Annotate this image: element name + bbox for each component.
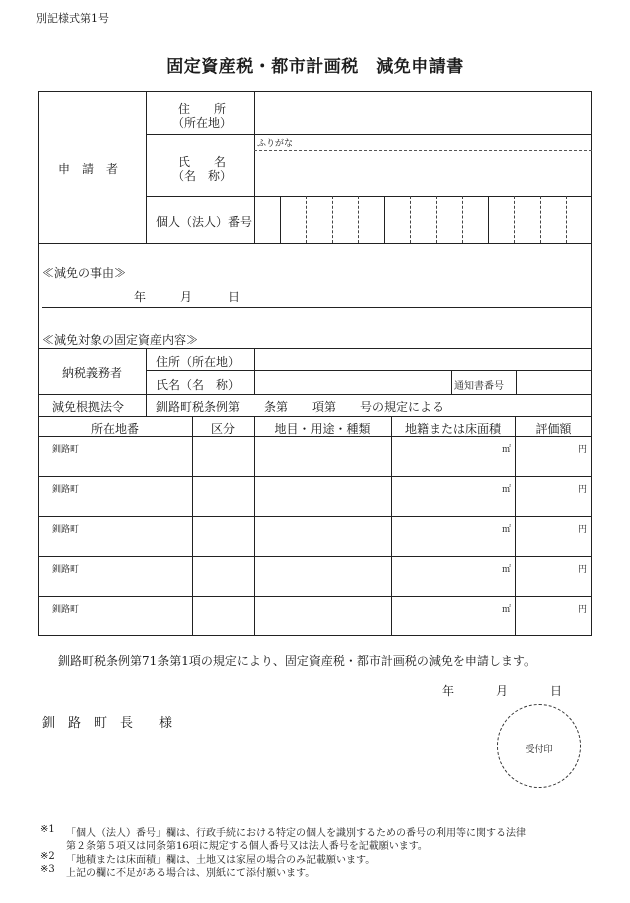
furigana-field[interactable]	[255, 135, 591, 150]
col-header-land-use: 地目・用途・種類	[274, 422, 371, 436]
row-value-unit: 円	[578, 565, 588, 575]
col-header-location: 所在地番	[90, 422, 139, 436]
taxpayer-label: 納税義務者	[62, 366, 123, 380]
address-label: 住 所	[178, 102, 227, 116]
note-2-text: 「地積または床面積」欄は、土地又は家屋の場合のみ記載願います。	[66, 855, 376, 866]
row-value-unit: 円	[578, 445, 588, 455]
note-1-text-cont: 第２条第５項又は同条第16項に規定する個人番号又は法人番号を記載願います。	[66, 841, 428, 852]
taxpayer-name-field[interactable]	[255, 371, 450, 394]
legal-basis-label: 減免根拠法令	[52, 400, 125, 414]
declaration-date-year: 年	[442, 684, 455, 698]
row-area-unit: ㎡	[502, 485, 512, 495]
notice-number-label: 通知書番号	[454, 381, 504, 392]
note-2-mark: ※2	[40, 851, 55, 862]
taxpayer-address-field[interactable]	[255, 349, 591, 370]
furigana-label: ふりがな	[257, 139, 294, 149]
reason-heading: ≪減免の事由≫	[42, 266, 127, 280]
col-header-category: 区分	[210, 422, 235, 436]
taxpayer-address-label: 住所（所在地）	[156, 355, 241, 369]
note-3-mark: ※3	[40, 864, 55, 875]
row-area-unit: ㎡	[502, 565, 512, 575]
note-1-mark: ※1	[40, 824, 55, 835]
row-value-unit: 円	[578, 485, 588, 495]
taxpayer-name-label: 氏名（名 称）	[156, 378, 241, 392]
row-value-unit: 円	[578, 525, 588, 535]
row-area-unit: ㎡	[502, 525, 512, 535]
reception-stamp-label: 受付印	[525, 745, 553, 755]
row-location: 釧路町	[52, 605, 80, 615]
row-location: 釧路町	[52, 565, 80, 575]
declaration-date-day: 日	[550, 684, 563, 698]
row-location: 釧路町	[52, 445, 80, 455]
row-location: 釧路町	[52, 485, 80, 495]
col-header-value: 評価額	[535, 422, 572, 436]
row-location: 釧路町	[52, 525, 80, 535]
address-field[interactable]	[255, 92, 591, 134]
name-label: 氏 名	[178, 155, 227, 169]
reason-date-day: 日	[228, 290, 241, 304]
legal-basis-text: 釧路町税条例第 条第 項第 号の規定による	[156, 400, 445, 414]
reason-field[interactable]	[44, 282, 590, 306]
individual-number-label: 個人（法人）番号	[156, 215, 253, 229]
notice-number-field[interactable]	[517, 371, 591, 394]
row-area-unit: ㎡	[502, 445, 512, 455]
declaration-date-month: 月	[496, 684, 509, 698]
row-area-unit: ㎡	[502, 605, 512, 615]
property-heading: ≪減免対象の固定資産内容≫	[42, 333, 199, 347]
page-title: 固定資産税・都市計画税 減免申請書	[166, 57, 464, 77]
note-3-text: 上記の欄に不足がある場合は、別紙にて添付願います。	[66, 868, 316, 879]
col-header-area: 地籍または床面積	[404, 422, 501, 436]
reason-date-year: 年	[134, 290, 147, 304]
name-field[interactable]	[255, 151, 591, 196]
reason-date-month: 月	[180, 290, 193, 304]
address-sublabel: （所在地）	[172, 116, 233, 130]
applicant-section-label: 申 請 者	[58, 162, 119, 176]
row-value-unit: 円	[578, 605, 588, 615]
form-number-label: 別記様式第1号	[36, 12, 109, 25]
name-sublabel: （名 称）	[172, 169, 233, 183]
declaration-text: 釧路町税条例第71条第1項の規定により、固定資産税・都市計画税の減免を申請します。	[58, 654, 536, 668]
addressee: 釧 路 町 長 様	[42, 716, 173, 731]
note-1-text: 「個人（法人）番号」欄は、行政手続における特定の個人を識別するための番号の利用等に関する法律	[66, 828, 526, 839]
